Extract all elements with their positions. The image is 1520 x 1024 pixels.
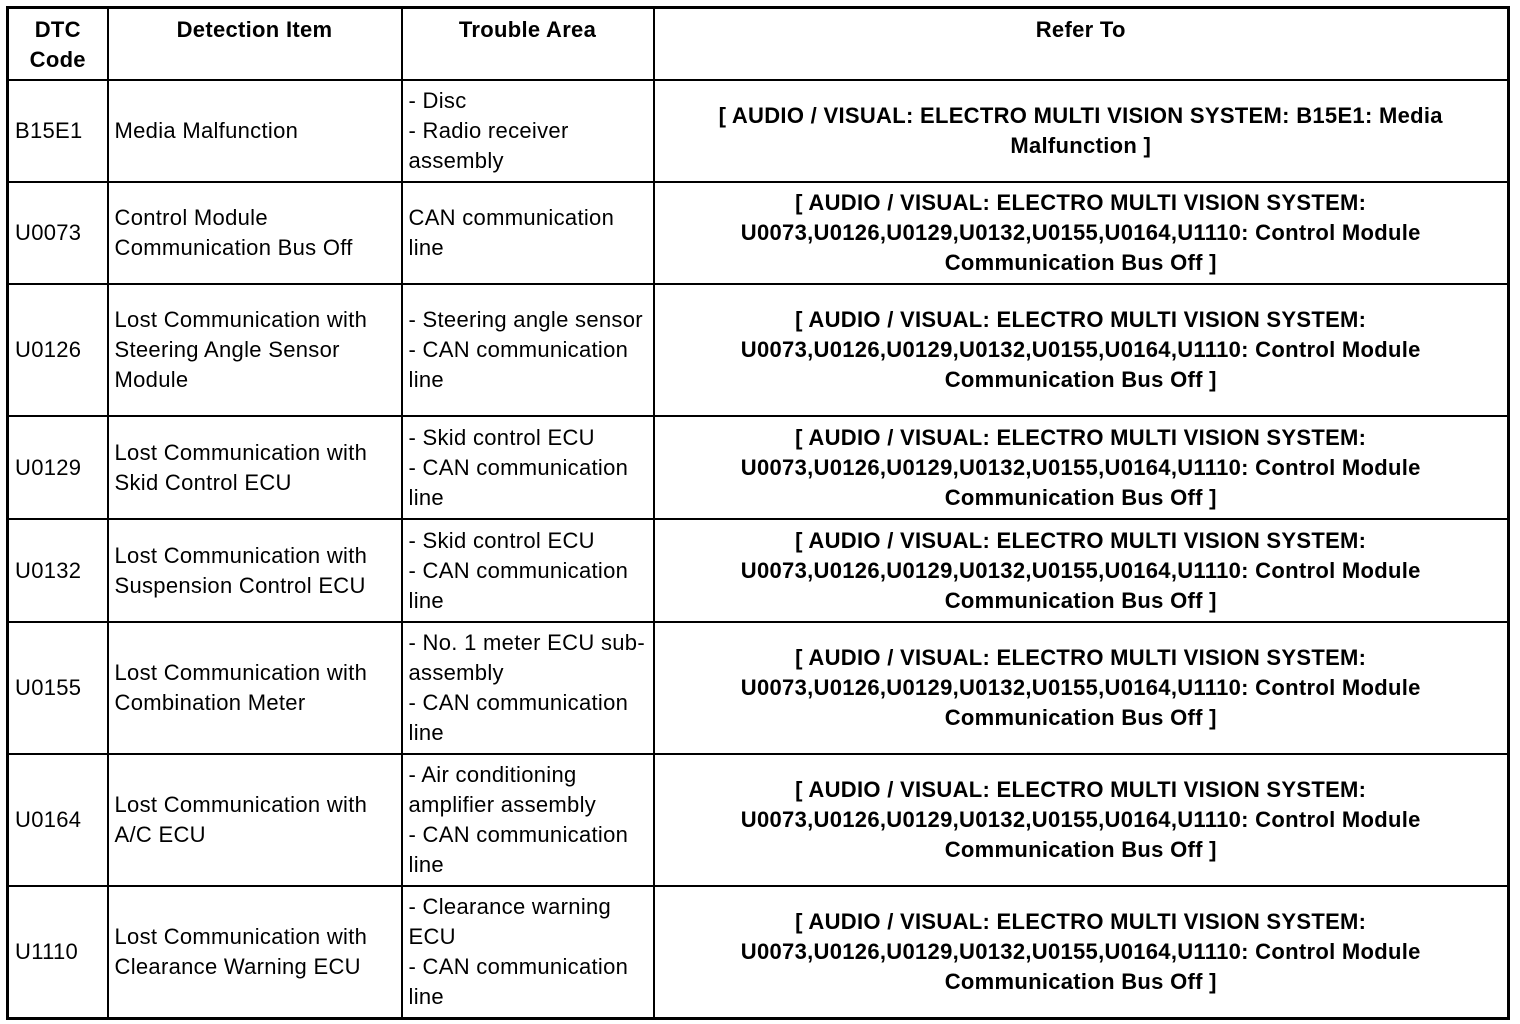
detection-item-cell: Lost Communication with A/C ECU bbox=[108, 754, 402, 886]
detection-item-cell: Media Malfunction bbox=[108, 80, 402, 182]
trouble-area-line: - CAN communication line bbox=[408, 822, 635, 877]
trouble-area-cell bbox=[402, 182, 654, 284]
dtc-code-cell: U0164 bbox=[8, 754, 108, 886]
trouble-area-line: - Disc bbox=[408, 88, 467, 113]
trouble-area-line: - Clearance warning ECU bbox=[408, 894, 618, 949]
dtc-code-cell: B15E1 bbox=[8, 80, 108, 182]
trouble-area-line: - Steering angle sensor bbox=[408, 307, 643, 332]
header-trouble-area: Trouble Area bbox=[402, 8, 654, 81]
dtc-code-cell: U0126 bbox=[8, 284, 108, 416]
table-row bbox=[8, 622, 1509, 754]
trouble-area-cell bbox=[402, 622, 654, 754]
header-dtc-code: DTC Code bbox=[8, 8, 108, 81]
header-refer-to: Refer To bbox=[654, 8, 1509, 81]
dtc-code-cell: U0129 bbox=[8, 416, 108, 519]
refer-to-link[interactable]: [ AUDIO / VISUAL: ELECTRO MULTI VISION SYSTEM: U0073,U0126,U0129,U0132,U0155,U0164,U1110: Control Module Communication Bus Off ] bbox=[654, 284, 1509, 416]
refer-to-link[interactable]: [ AUDIO / VISUAL: ELECTRO MULTI VISION SYSTEM: U0073,U0126,U0129,U0132,U0155,U0164,U1110: Control Module Communication Bus Off ] bbox=[654, 886, 1509, 1019]
trouble-area-cell bbox=[402, 519, 654, 622]
dtc-table bbox=[6, 6, 1510, 1020]
trouble-area-line: - Radio receiver assembly bbox=[408, 118, 575, 173]
trouble-area-cell bbox=[402, 80, 654, 182]
table-row bbox=[8, 284, 1509, 416]
table-row bbox=[8, 182, 1509, 284]
trouble-area-line: CAN communication line bbox=[408, 205, 621, 260]
trouble-area-cell bbox=[402, 754, 654, 886]
trouble-area-line: - CAN communication line bbox=[408, 954, 635, 1009]
refer-to-link[interactable]: [ AUDIO / VISUAL: ELECTRO MULTI VISION SYSTEM: U0073,U0126,U0129,U0132,U0155,U0164,U1110: Control Module Communication Bus Off ] bbox=[654, 416, 1509, 519]
header-detection-item: Detection Item bbox=[108, 8, 402, 81]
trouble-area-line: - Skid control ECU bbox=[408, 527, 595, 553]
detection-item-cell: Lost Communication with Combination Meter bbox=[108, 622, 402, 754]
refer-to-link[interactable]: [ AUDIO / VISUAL: ELECTRO MULTI VISION SYSTEM: B15E1: Media Malfunction ] bbox=[654, 80, 1509, 182]
table-row bbox=[8, 416, 1509, 519]
refer-to-link[interactable]: [ AUDIO / VISUAL: ELECTRO MULTI VISION SYSTEM: U0073,U0126,U0129,U0132,U0155,U0164,U1110: Control Module Communication Bus Off ] bbox=[654, 622, 1509, 754]
detection-item-cell: Lost Communication with Steering Angle Sensor Module bbox=[108, 284, 402, 416]
refer-to-link[interactable]: [ AUDIO / VISUAL: ELECTRO MULTI VISION SYSTEM: U0073,U0126,U0129,U0132,U0155,U0164,U1110: Control Module Communication Bus Off ] bbox=[654, 182, 1509, 284]
table-row bbox=[8, 886, 1509, 1019]
detection-item-cell: Lost Communication with Skid Control ECU bbox=[108, 416, 402, 519]
table-header-row bbox=[8, 8, 1509, 81]
trouble-area-line: - CAN communication line bbox=[408, 454, 635, 510]
trouble-area-line: - CAN communication line bbox=[408, 690, 635, 745]
trouble-area-cell bbox=[402, 284, 654, 416]
trouble-area-line: - Skid control ECU bbox=[408, 424, 595, 450]
trouble-area-line: - Air conditioning amplifier assembly bbox=[408, 762, 597, 817]
trouble-area-line: - CAN communication line bbox=[408, 557, 635, 613]
trouble-area-line: - No. 1 meter ECU sub-assembly bbox=[408, 630, 645, 685]
table-row bbox=[8, 519, 1509, 622]
refer-to-link[interactable]: [ AUDIO / VISUAL: ELECTRO MULTI VISION SYSTEM: U0073,U0126,U0129,U0132,U0155,U0164,U1110: Control Module Communication Bus Off ] bbox=[654, 754, 1509, 886]
dtc-code-cell: U0073 bbox=[8, 182, 108, 284]
detection-item-cell: Lost Communication with Clearance Warning ECU bbox=[108, 886, 402, 1019]
refer-to-link[interactable]: [ AUDIO / VISUAL: ELECTRO MULTI VISION SYSTEM: U0073,U0126,U0129,U0132,U0155,U0164,U1110: Control Module Communication Bus Off ] bbox=[654, 519, 1509, 622]
table-row bbox=[8, 80, 1509, 182]
dtc-code-cell: U0132 bbox=[8, 519, 108, 622]
trouble-area-cell bbox=[402, 886, 654, 1019]
detection-item-cell: Lost Communication with Suspension Control ECU bbox=[108, 519, 402, 622]
dtc-code-cell: U1110 bbox=[8, 886, 108, 1019]
dtc-code-cell: U0155 bbox=[8, 622, 108, 754]
trouble-area-cell bbox=[402, 416, 654, 519]
trouble-area-line: - CAN communication line bbox=[408, 337, 635, 392]
table-row bbox=[8, 754, 1509, 886]
detection-item-cell: Control Module Communication Bus Off bbox=[108, 182, 402, 284]
